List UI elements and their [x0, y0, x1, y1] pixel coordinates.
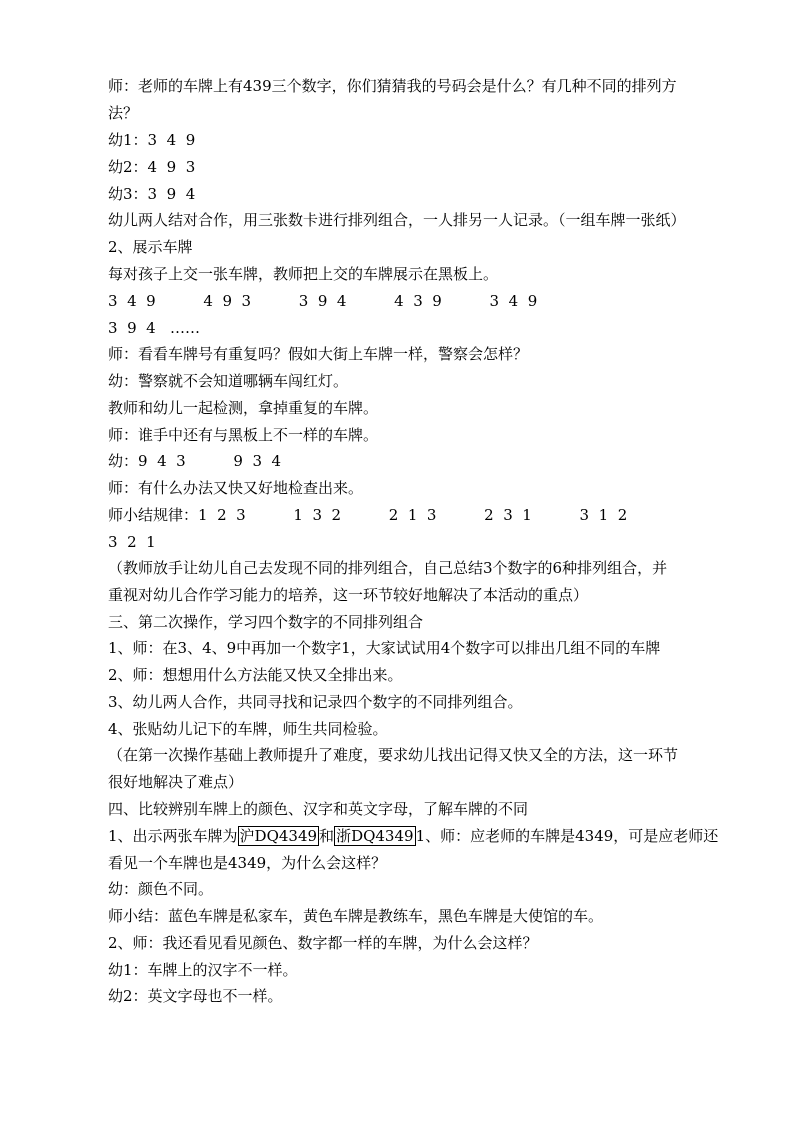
- text-line: 师小结规律：1 2 3 1 3 2 2 1 3 2 3 1 3 1 2: [108, 506, 628, 524]
- text-line: 幼1：车牌上的汉字不一样。: [108, 961, 298, 979]
- text-line: 幼2：4 9 3: [108, 158, 196, 176]
- text-line: 3 2 1: [108, 533, 156, 551]
- text-line: 1、师：在3、4、9中再加一个数字1，大家试试用4个数字可以排出几组不同的车牌: [108, 639, 661, 657]
- text-line: 3 4 9 4 9 3 3 9 4 4 3 9 3 4 9: [108, 292, 538, 310]
- text-line: 很好地解决了难点）: [108, 773, 244, 791]
- text-line: 4、张贴幼儿记下的车牌，师生共同检验。: [108, 720, 388, 738]
- text-line: （教师放手让幼儿自己去发现不同的排列组合，自己总结3个数字的6种排列组合，并: [108, 559, 668, 577]
- text-line: 2、师：想想用什么方法能又快又全排出来。: [108, 666, 403, 684]
- text-line: 师小结：蓝色车牌是私家车，黄色车牌是教练车，黑色车牌是大使馆的车。: [108, 907, 604, 925]
- text-line: 幼2：英文字母也不一样。: [108, 987, 283, 1005]
- text-line: 看见一个车牌也是4349，为什么会这样？: [108, 854, 387, 872]
- text-line: （在第一次操作基础上教师提升了难度，要求幼儿找出记得又快又全的方法，这一环节: [108, 746, 679, 764]
- text-line: 幼：9 4 3 9 3 4: [108, 452, 282, 470]
- text-line: 教师和幼儿一起检测，拿掉重复的车牌。: [108, 399, 379, 417]
- text-line: 2、展示车牌: [108, 238, 193, 256]
- license-plate-box: 沪DQ4349: [239, 827, 318, 845]
- text-line: 幼儿两人结对合作，用三张数卡进行排列组合，一人排另一人记录。（一组车牌一张纸）: [108, 211, 686, 229]
- text-line: 幼：颜色不同。: [108, 880, 214, 898]
- plate-line-middle: 和: [319, 827, 335, 845]
- text-line: 师：看看车牌号有重复吗？假如大街上车牌一样，警察会怎样？: [108, 345, 529, 363]
- plate-line-after: 1、师：应老师的车牌是4349，可是应老师还: [415, 827, 719, 845]
- text-line: 师：有什么办法又快又好地检查出来。: [108, 479, 364, 497]
- plate-text-line: [108, 827, 718, 845]
- text-line: 师：谁手中还有与黑板上不一样的车牌。: [108, 426, 379, 444]
- text-line: 2、师：我还看见看见颜色、数字都一样的车牌，为什么会这样？: [108, 934, 538, 952]
- text-line: 每对孩子上交一张车牌，教师把上交的车牌展示在黑板上。: [108, 265, 499, 283]
- text-line: 四、比较辨别车牌上的颜色、汉字和英文字母，了解车牌的不同: [108, 800, 529, 818]
- text-line: 三、第二次操作，学习四个数字的不同排列组合: [108, 613, 424, 631]
- text-line: 师：老师的车牌上有439三个数字，你们猜猜我的号码会是什么？有几种不同的排列方: [108, 77, 677, 95]
- text-line: 幼3：3 9 4: [108, 185, 196, 203]
- text-line: 3 9 4 ……: [108, 319, 201, 337]
- text-line: 法？: [108, 104, 139, 122]
- license-plate-box: 浙DQ4349: [336, 827, 414, 845]
- text-line: 3、幼儿两人合作，共同寻找和记录四个数字的不同排列组合。: [108, 693, 523, 711]
- plate-line-before: 1、出示两张车牌为: [108, 827, 238, 845]
- text-line: 幼：警察就不会知道哪辆车闯红灯。: [108, 372, 349, 390]
- text-line: 重视对幼儿合作学习能力的培养，这一环节较好地解决了本活动的重点）: [108, 586, 589, 604]
- text-line: 幼1：3 4 9: [108, 131, 196, 149]
